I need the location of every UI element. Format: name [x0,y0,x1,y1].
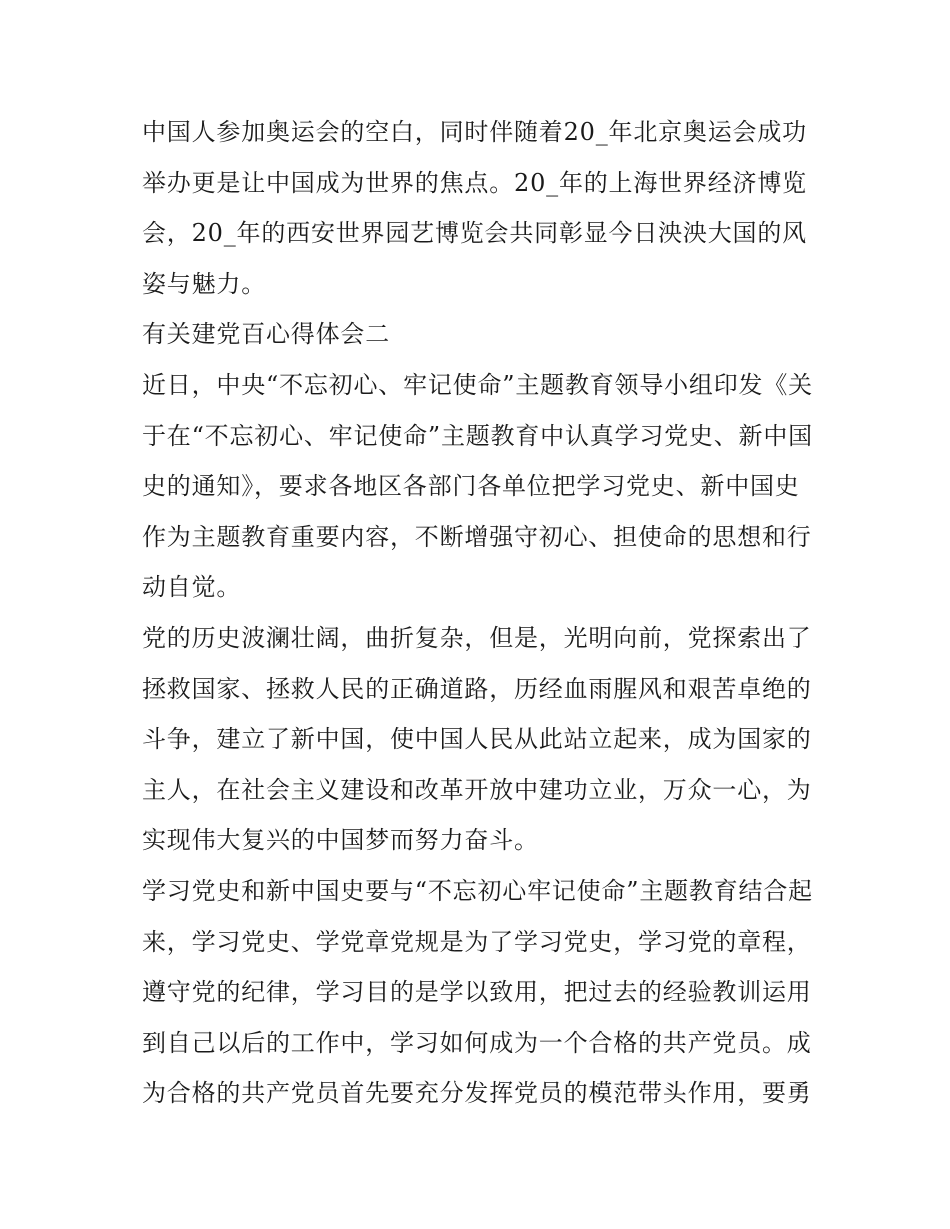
text-line: 于在“不忘初心、牢记使命”主题教育中认真学习党史、新中国 [142,421,813,450]
text-line: 作为主题教育重要内容，不断增强守初心、担使命的思想和行 [142,522,812,551]
text-line: 党的历史波澜壮阔，曲折复杂，但是，光明向前，党探索出了 [142,623,812,652]
text-line: 举办更是让中国成为世界的焦点。20_年的上海世界经济博览 [142,168,807,197]
text-line: 实现伟大复兴的中国梦而努力奋斗。 [142,826,539,855]
text-line: 到自己以后的工作中，学习如何成为一个合格的共产党员。成 [142,1028,812,1057]
text-line: 遵守党的纪律，学习目的是学以致用，把过去的经验教训运用 [142,978,812,1007]
text-line: 会，20_年的西安世界园艺博览会共同彰显今日泱泱大国的风 [142,219,807,248]
text-line: 近日，中央“不忘初心、牢记使命”主题教育领导小组印发《关 [142,370,813,399]
text-line: 斗争，建立了新中国，使中国人民从此站立起来，成为国家的 [142,725,812,754]
text-line: 姿与魅力。 [142,269,266,298]
section-heading: 有关建党百心得体会二 [142,320,390,349]
text-line: 拯救国家、拯救人民的正确道路，历经血雨腥风和艰苦卓绝的 [142,674,812,703]
text-line: 动自觉。 [142,573,242,602]
text-line: 主人，在社会主义建设和改革开放中建功立业，万众一心，为 [142,775,812,804]
document-body [142,107,814,1119]
text-line: 来，学习党史、学党章党规是为了学习党史，学习党的章程， [142,927,812,956]
text-line: 为合格的共产党员首先要充分发挥党员的模范带头作用，要勇 [142,1079,812,1108]
text-line: 史的通知》，要求各地区各部门各单位把学习党史、新中国史 [142,472,800,501]
text-line: 中国人参加奥运会的空白，同时伴随着20_年北京奥运会成功 [142,118,807,146]
text-line: 学习党史和新中国史要与“不忘初心牢记使命”主题教育结合起 [142,876,813,905]
